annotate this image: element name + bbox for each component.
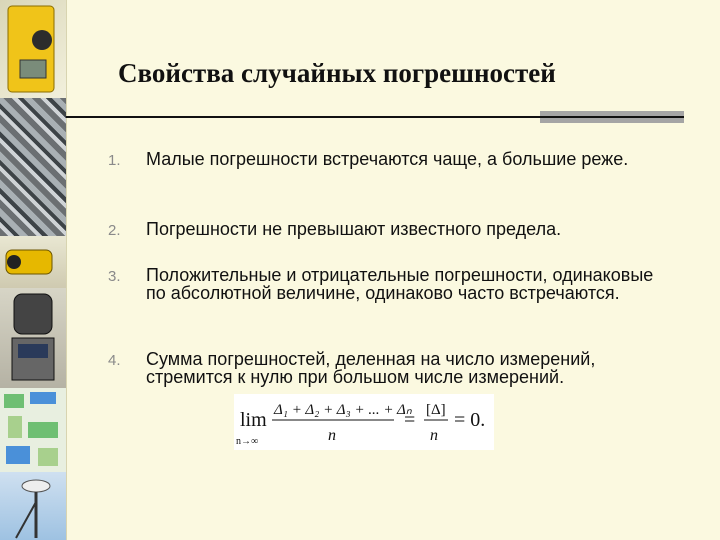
level-instrument-photo — [0, 236, 66, 288]
formula-lim-subscript: n→∞ — [236, 436, 259, 447]
list-item-text: Положительные и отрицательные погрешности, одинаковые по абсолютной величине, одинаково часто встречаются. — [146, 265, 654, 303]
strip-divider — [66, 0, 67, 540]
gps-antenna-photo — [0, 472, 66, 540]
formula-result: = 0. — [454, 409, 486, 431]
title-rule — [66, 116, 540, 118]
list-item-text: Малые погрешности встречаются чаще, а большие реже. — [146, 149, 629, 169]
item-number: 1. — [108, 152, 121, 169]
formula-rhs-denominator: n — [430, 427, 438, 444]
map-plan-image — [0, 388, 66, 472]
formula-numerator: Δ₁ + Δ₂ + Δ₃ + ... + Δₙ — [274, 402, 412, 418]
item-number: 4. — [108, 352, 121, 369]
photo-strip — [0, 0, 66, 540]
item-number: 2. — [108, 222, 121, 239]
formula-rhs-numerator: [Δ] — [426, 402, 446, 418]
formula-denominator: n — [328, 427, 336, 444]
slide-title: Свойства случайных погрешностей — [118, 58, 556, 88]
formula-equals: = — [404, 409, 416, 431]
total-station-photo — [0, 0, 66, 98]
item-number: 3. — [108, 268, 121, 285]
formula-lim: lim — [240, 409, 267, 431]
title-rule-accent — [540, 111, 684, 123]
list-item-text: Сумма погрешностей, деленная на число измерений, стремится к нулю при большом числе измерений. — [146, 349, 596, 387]
limit-formula — [234, 394, 494, 450]
aerial-city-photo — [0, 98, 66, 236]
theodolite-photo — [0, 288, 66, 388]
list-item-text: Погрешности не превышают известного предела. — [146, 219, 562, 239]
